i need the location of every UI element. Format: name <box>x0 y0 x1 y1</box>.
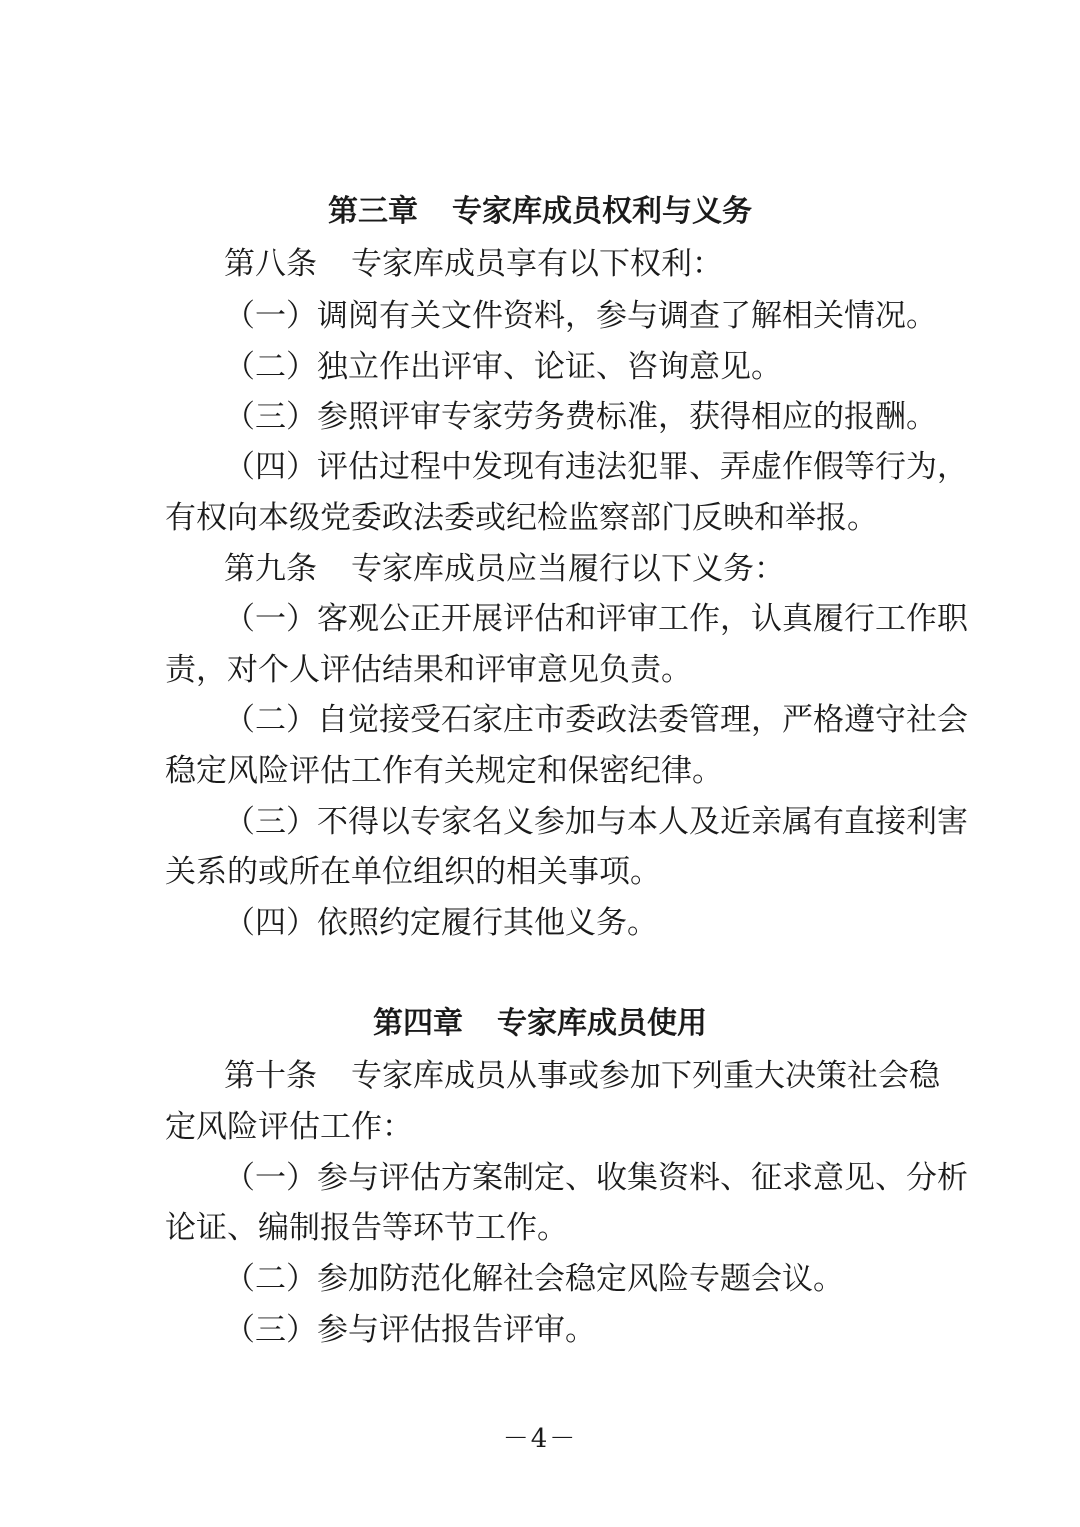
article-10-intro <box>0 1050 1080 1102</box>
chapter-4-heading <box>0 998 1080 1050</box>
article-10-item-2: （二）参加防范化解社会稳定风险专题会议。 <box>224 1261 844 1297</box>
article-10-text: 专家库成员从事或参加下列重大决策社会稳 <box>351 1058 940 1094</box>
chapter-3-heading <box>0 186 1080 238</box>
article-8-item-3: （三）参照评审专家劳务费标准，获得相应的报酬。 <box>224 399 937 435</box>
article-8-intro <box>0 238 1080 290</box>
article-9-item-3-cont: 关系的或所在单位组织的相关事项。 <box>165 854 661 890</box>
article-10-item-3: （三）参与评估报告评审。 <box>224 1312 596 1348</box>
article-10-item-1-cont: 论证、编制报告等环节工作。 <box>165 1210 568 1246</box>
chapter-4-title: 专家库成员使用 <box>497 1006 707 1041</box>
article-9-item-3: （三）不得以专家名义参加与本人及近亲属有直接利害 <box>224 804 968 840</box>
article-9-text: 专家库成员应当履行以下义务： <box>351 551 785 587</box>
chapter-3-number: 第三章 <box>328 194 418 229</box>
article-9-item-1-cont: 责，对个人评估结果和评审意见负责。 <box>165 652 692 688</box>
article-9-item-4: （四）依照约定履行其他义务。 <box>224 905 658 941</box>
article-9-intro <box>0 543 1080 595</box>
chapter-4-number: 第四章 <box>373 1006 463 1041</box>
page-number: －4－ <box>502 1424 578 1454</box>
article-9-item-1: （一）客观公正开展评估和评审工作，认真履行工作职 <box>224 601 968 637</box>
article-8-item-4: （四）评估过程中发现有违法犯罪、弄虚作假等行为， <box>224 449 968 485</box>
article-9-number: 第九条 <box>224 551 317 587</box>
article-8-item-1: （一）调阅有关文件资料，参与调查了解相关情况。 <box>224 298 937 334</box>
article-9-item-2: （二）自觉接受石家庄市委政法委管理，严格遵守社会 <box>224 702 968 738</box>
article-8-item-2: （二）独立作出评审、论证、咨询意见。 <box>224 349 782 385</box>
article-8-number: 第八条 <box>224 246 317 282</box>
article-8-item-4-cont: 有权向本级党委政法委或纪检监察部门反映和举报。 <box>165 500 878 536</box>
article-8-text: 专家库成员享有以下权利： <box>351 246 723 282</box>
article-10-intro-cont: 定风险评估工作： <box>165 1109 413 1145</box>
chapter-3-title: 专家库成员权利与义务 <box>452 194 752 229</box>
article-10-item-1: （一）参与评估方案制定、收集资料、征求意见、分析 <box>224 1160 968 1196</box>
article-9-item-2-cont: 稳定风险评估工作有关规定和保密纪律。 <box>165 753 723 789</box>
article-10-number: 第十条 <box>224 1058 317 1094</box>
